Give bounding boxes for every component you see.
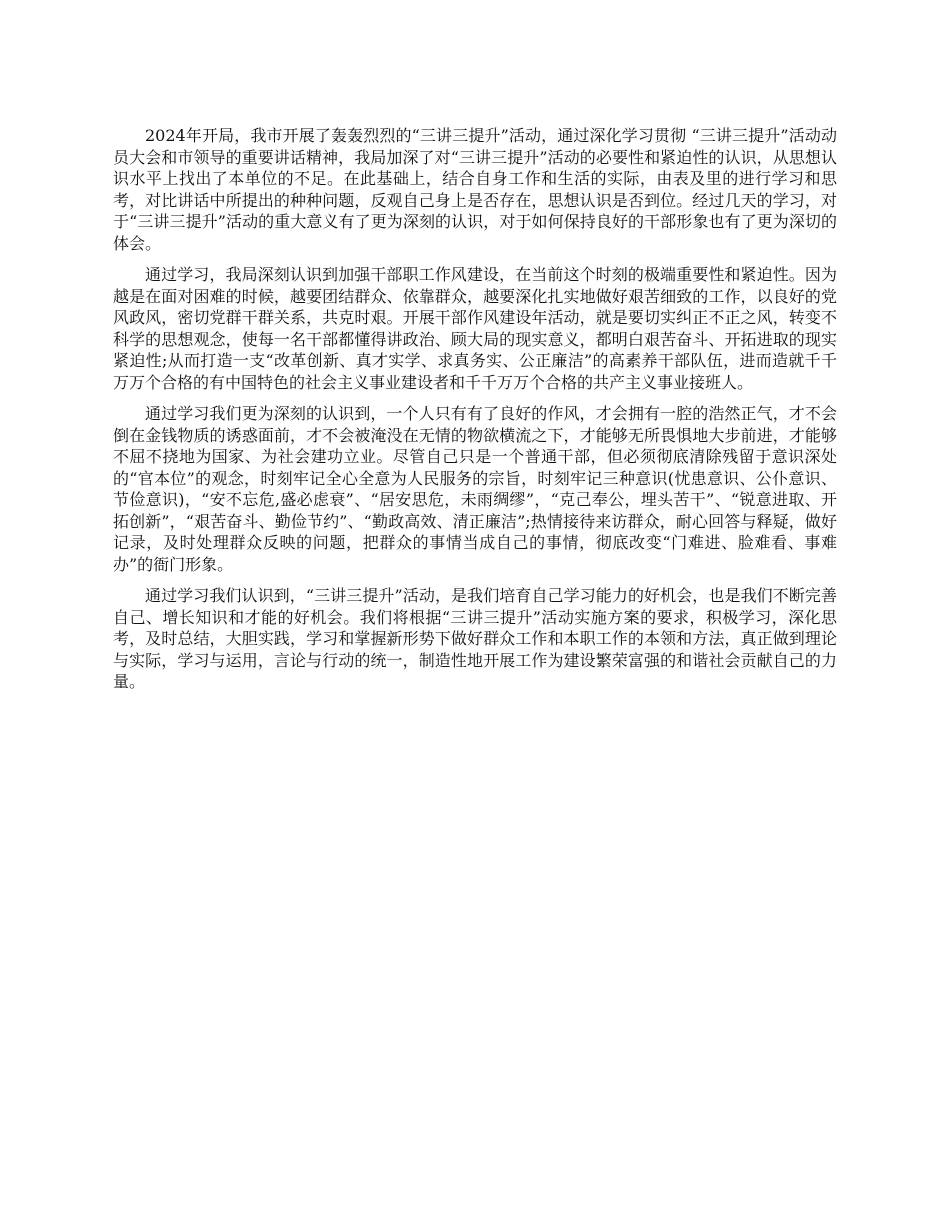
paragraph-3: 通过学习我们更为深刻的认识到，一个人只有有了良好的作风，才会拥有一腔的浩然正气，才不会倒在金钱物质的诱惑面前，才不会被淹没在无情的物欲横流之下，才能够无所畏惧地大步前进，才能够不屈不挠地为国家、为社会建功立业。尽管自己只是一个普通干部，但必须彻底清除残留于意识深处的“官本位”的观念，时刻牢记全心全意为人民服务的宗旨，时刻牢记三种意识(忧患意识、公仆意识、节俭意识)，“安不忘危,盛必虑衰”、“居安思危，未雨绸缪”，“克己奉公，埋头苦干”、“锐意进取、开拓创新”，“艰苦奋斗、勤俭节约”、“勤政高效、清正廉洁”;热情接待来访群众，耐心回答与释疑，做好记录，及时处理群众反映的问题，把群众的事情当成自己的事情，彻底改变“门难进、脸难看、事难办”的衙门形象。 <box>113 404 837 574</box>
document-body <box>113 125 837 703</box>
paragraph-1: 2024年开局，我市开展了轰轰烈烈的“三讲三提升”活动，通过深化学习贯彻 “三讲三提升”活动动员大会和市领导的重要讲话精神，我局加深了对“三讲三提升”活动的必要性和紧迫性的认识，从思想认识水平上找出了本单位的不足。在此基础上，结合自身工作和生活的实际，由表及里的进行学习和思考，对比讲话中所提出的种种问题，反观自己身上是否存在，思想认识是否到位。经过几天的学习，对于“三讲三提升”活动的重大意义有了更为深刻的认识，对于如何保持良好的干部形象也有了更为深切的体会。 <box>113 126 837 253</box>
paragraph-2: 通过学习，我局深刻认识到加强干部职工作风建设，在当前这个时刻的极端重要性和紧迫性。因为越是在面对困难的时候，越要团结群众、依靠群众，越要深化扎实地做好艰苦细致的工作，以良好的党风政风，密切党群干群关系，共克时艰。开展干部作风建设年活动，就是要切实纠正不正之风，转变不科学的思想观念，使每一名干部都懂得讲政治、顾大局的现实意义，都明白艰苦奋斗、开拓进取的现实紧迫性;从而打造一支“改革创新、真才实学、求真务实、公正廉洁”的高素养干部队伍，进而造就千千万万个合格的有中国特色的社会主义事业建设者和千千万万个合格的共产主义事业接班人。 <box>113 265 837 392</box>
paragraph-4: 通过学习我们认识到，“三讲三提升”活动，是我们培育自己学习能力的好机会，也是我们不断完善自己、增长知识和才能的好机会。我们将根据“三讲三提升”活动实施方案的要求，积极学习，深化思考，及时总结，大胆实践，学习和掌握新形势下做好群众工作和本职工作的本领和方法，真正做到理论与实际，学习与运用，言论与行动的统一，制造性地开展工作为建设繁荣富强的和谐社会贡献自己的力量。 <box>113 586 837 691</box>
